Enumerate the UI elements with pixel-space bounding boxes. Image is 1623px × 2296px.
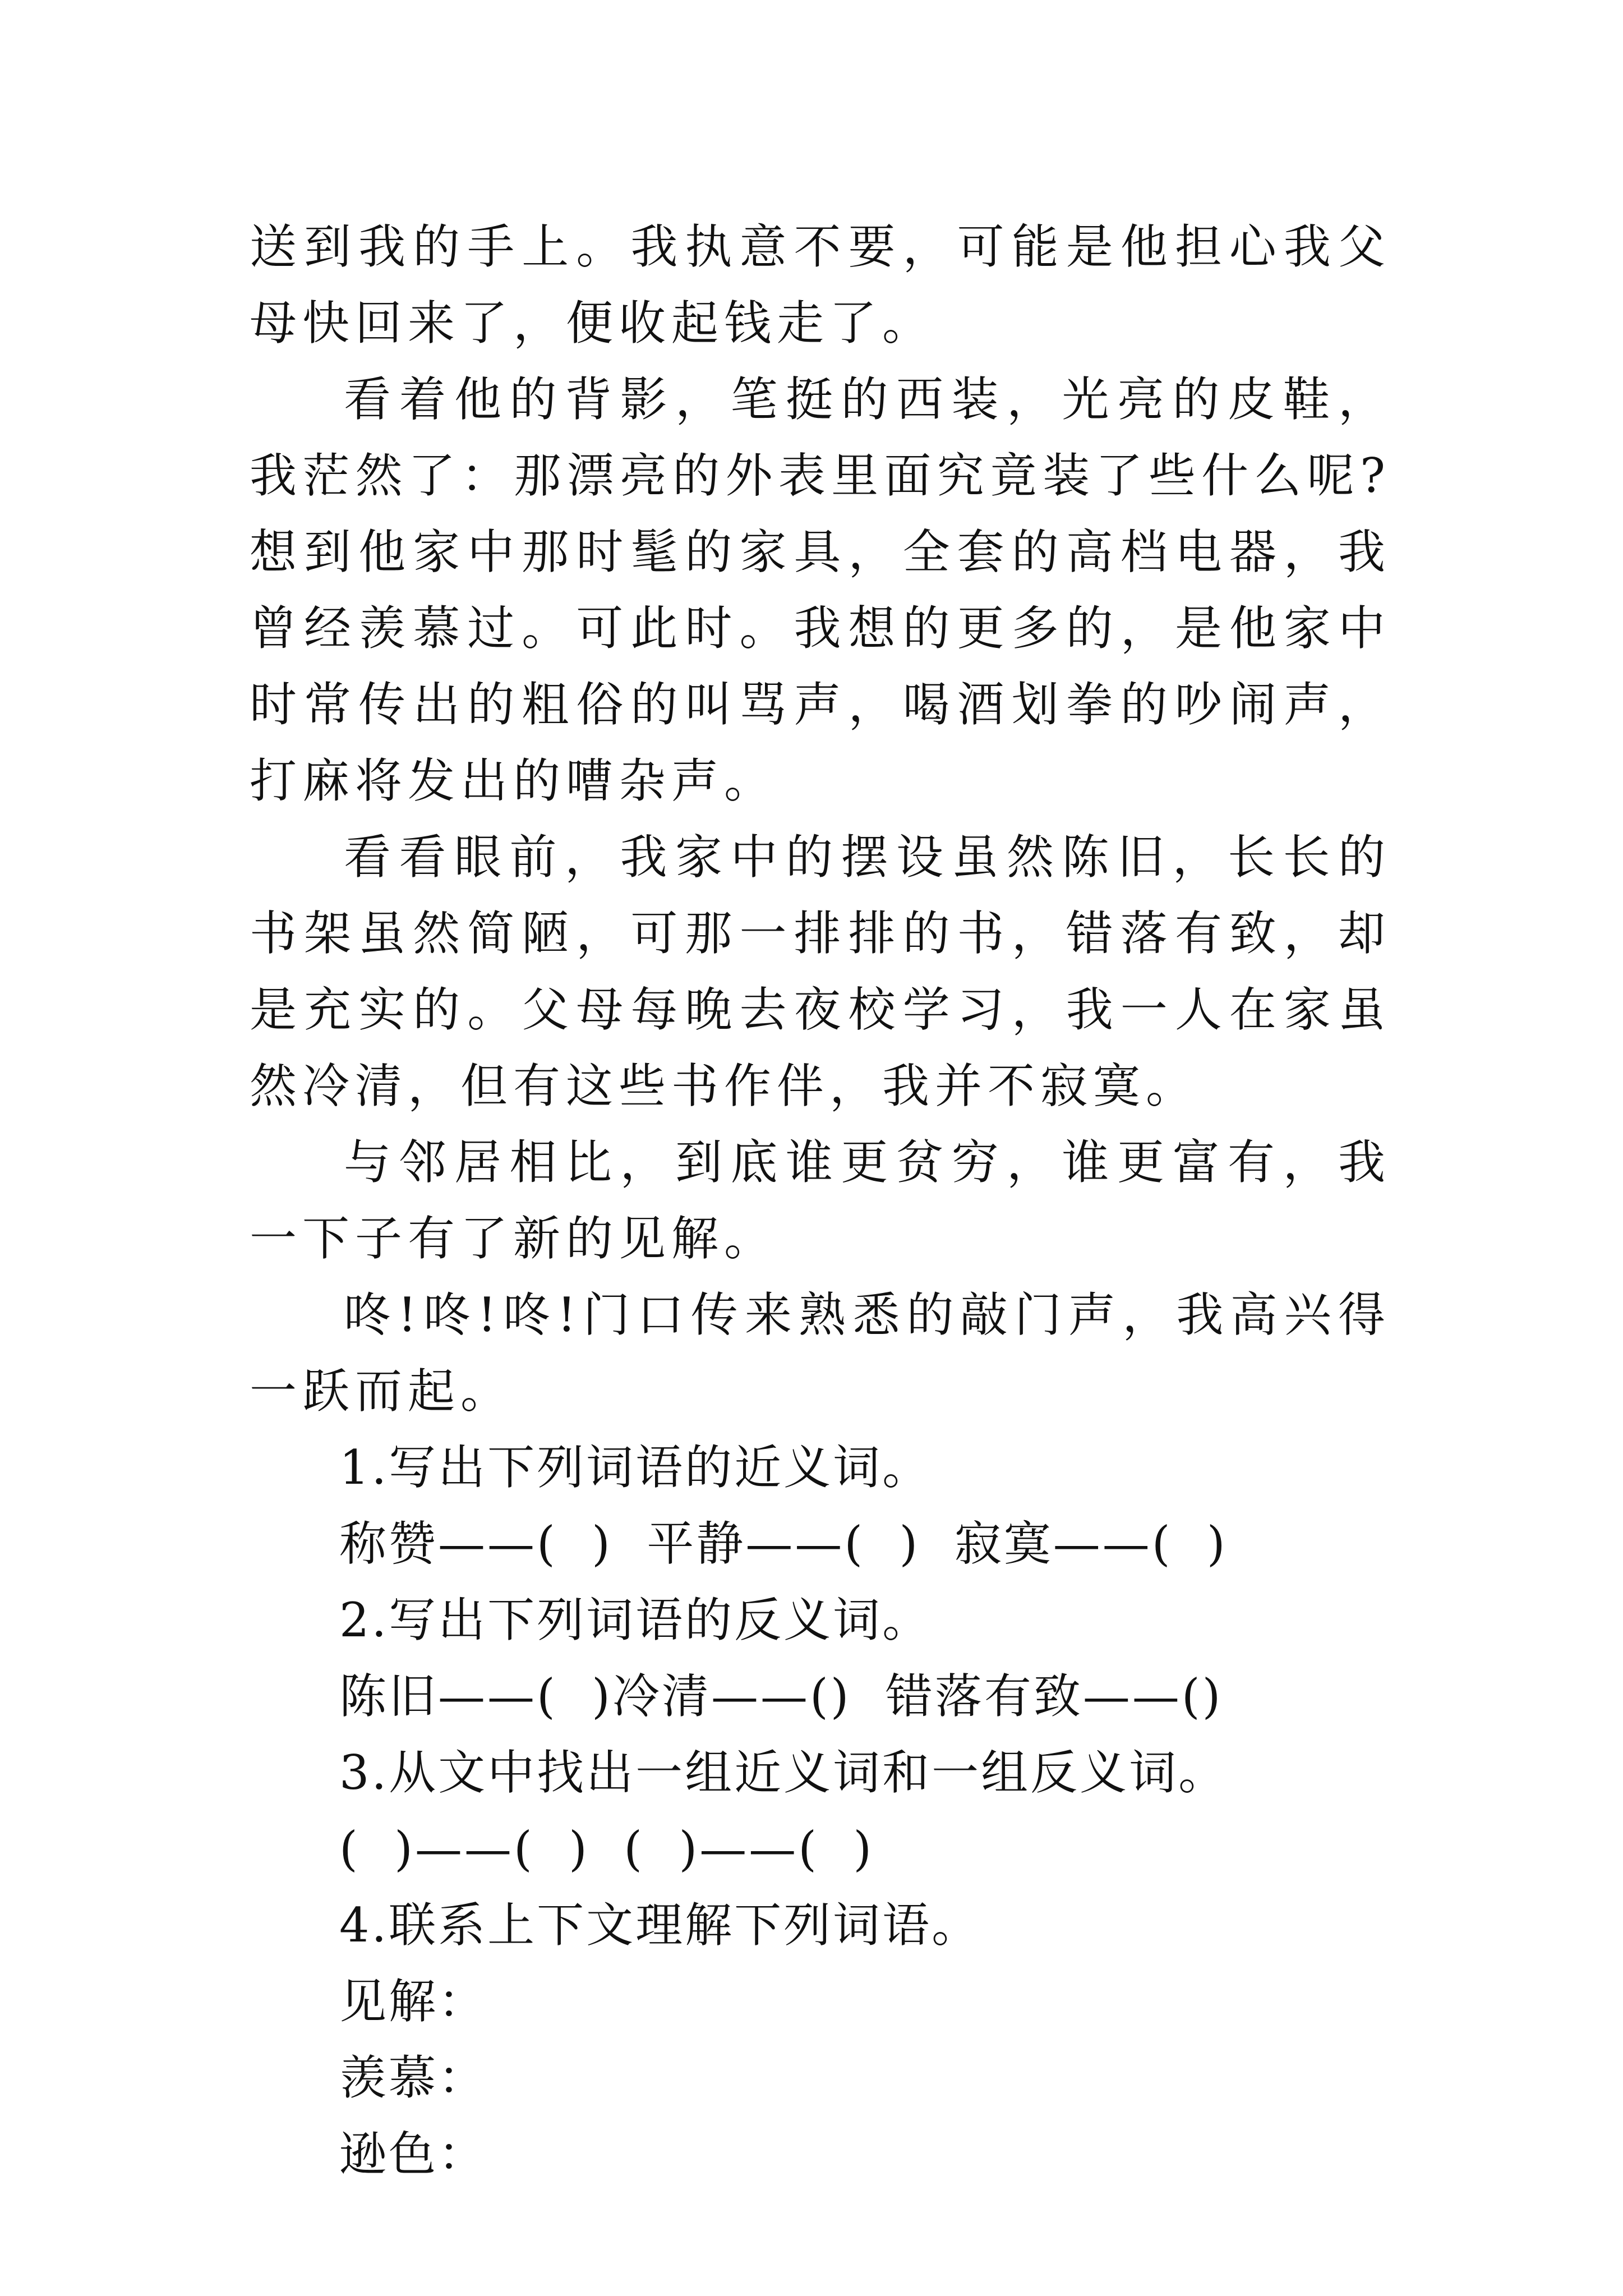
question-3-items: ( )——( ) ( )——( ): [339, 1821, 874, 1876]
document-body: [250, 209, 1391, 2192]
question-1-title: 1.写出下列词语的近义词。: [339, 1440, 932, 1495]
question-2-items: 陈旧——( )冷清——() 错落有致——(): [339, 1669, 1223, 1724]
question-1-items: 称赞——( ) 平静——( ) 寂寞——( ): [339, 1516, 1228, 1571]
question-4-title: 4.联系上下文理解下列词语。: [339, 1898, 981, 1953]
question-2-title: 2.写出下列词语的反义词。: [339, 1593, 932, 1648]
paragraph-4: 与邻居相比，到底谁更贫穷，谁更富有，我一下子有了新的见解。: [250, 1135, 1391, 1266]
paragraph-5: 咚!咚!咚!门口传来熟悉的敲门声，我高兴得一跃而起。: [250, 1287, 1391, 1419]
paragraph-1: 送到我的手上。我执意不要，可能是他担心我父母快回来了，便收起钱走了。: [250, 219, 1391, 351]
paragraph-3: 看看眼前，我家中的摆设虽然陈旧，长长的书架虽然简陋，可那一排排的书，错落有致，却是充实的。父母每晚去夜校学习，我一人在家虽然冷清，但有这些书作伴，我并不寂寞。: [250, 830, 1391, 1114]
question-4-word-1: 见解：: [339, 1974, 488, 2029]
question-3-title: 3.从文中找出一组近义词和一组反义词。: [339, 1745, 1228, 1800]
paragraph-2: 看着他的背影，笔挺的西装，光亮的皮鞋，我茫然了：那漂亮的外表里面究竟装了些什么呢?想到他家中那时髦的家具，全套的高档电器，我曾经羡慕过。可此时。我想的更多的，是他家中时常传出的粗俗的叫骂声，喝酒划拳的吵闹声，打麻将发出的嘈杂声。: [250, 372, 1391, 808]
question-4-word-3: 逊色：: [339, 2127, 488, 2182]
question-4-word-2: 羡慕：: [339, 2050, 488, 2105]
